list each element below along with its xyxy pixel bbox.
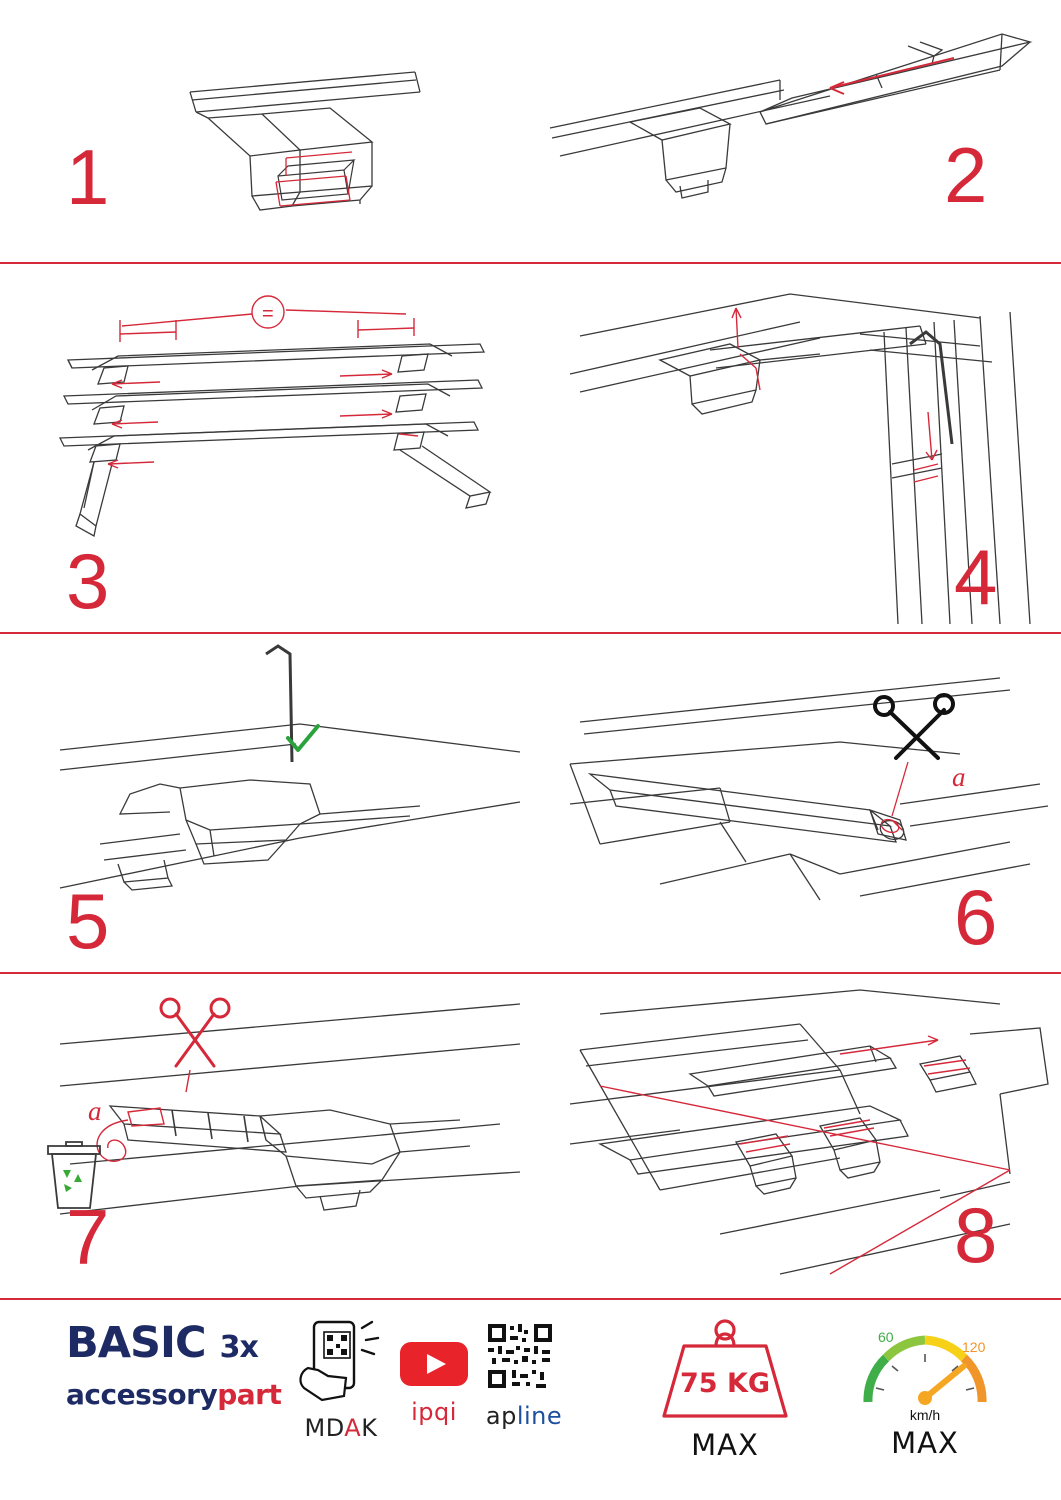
step-3-panel bbox=[0, 264, 540, 632]
max-load-value: 75 KG bbox=[679, 1368, 771, 1399]
footer bbox=[0, 1300, 1061, 1500]
step-5-number: 5 bbox=[66, 877, 110, 965]
step-3-number: 3 bbox=[66, 537, 110, 625]
step-2-panel bbox=[530, 0, 1061, 262]
max-speed-block bbox=[840, 1306, 1010, 1460]
step-1-panel bbox=[0, 0, 530, 262]
step-8-number: 8 bbox=[954, 1191, 998, 1279]
step-8-panel bbox=[540, 974, 1061, 1298]
max-speed-label: MAX bbox=[891, 1426, 959, 1460]
step-4-panel bbox=[540, 264, 1061, 632]
logo-mdak[interactable] bbox=[288, 1318, 394, 1442]
step-1-illustration bbox=[0, 0, 530, 262]
step-4-number: 4 bbox=[954, 533, 998, 621]
max-load-label: MAX bbox=[691, 1428, 759, 1462]
logo-apline[interactable] bbox=[478, 1320, 570, 1430]
company-logo bbox=[66, 1378, 296, 1411]
logo-mdak-caption: MDAK bbox=[304, 1414, 378, 1442]
weight-icon bbox=[640, 1308, 810, 1424]
gauge-max-label: 120 bbox=[962, 1339, 986, 1355]
step-6-number: 6 bbox=[954, 873, 998, 961]
logo-ipqi-caption: ipqi bbox=[411, 1398, 457, 1426]
product-quantity: 3x bbox=[219, 1330, 258, 1365]
step-5-panel bbox=[0, 634, 540, 972]
company-name-part1: accessory bbox=[66, 1378, 218, 1411]
callout-a-step6: a bbox=[952, 762, 966, 792]
product-line-title bbox=[66, 1318, 296, 1368]
youtube-icon bbox=[398, 1336, 470, 1388]
callout-a-step7: a bbox=[88, 1096, 102, 1126]
step-2-number: 2 bbox=[944, 131, 988, 219]
step-6-panel bbox=[540, 634, 1061, 972]
company-name-part2: part bbox=[217, 1378, 282, 1411]
product-line-name: BASIC bbox=[66, 1318, 206, 1368]
max-load-block bbox=[640, 1308, 810, 1462]
logo-apline-caption: apline bbox=[485, 1402, 563, 1430]
equal-symbol: = bbox=[262, 303, 274, 325]
qr-code-icon bbox=[478, 1320, 570, 1392]
step-7-number: 7 bbox=[66, 1193, 110, 1281]
step-7-panel bbox=[0, 974, 540, 1298]
step-1-number: 1 bbox=[66, 133, 110, 221]
speedometer-icon bbox=[840, 1306, 1010, 1424]
qr-scan-hand-icon bbox=[288, 1318, 394, 1404]
logo-ipqi[interactable] bbox=[398, 1336, 470, 1426]
gauge-unit-label: km/h bbox=[909, 1407, 941, 1423]
brand-block bbox=[66, 1318, 296, 1411]
gauge-min-label: 60 bbox=[878, 1329, 894, 1345]
